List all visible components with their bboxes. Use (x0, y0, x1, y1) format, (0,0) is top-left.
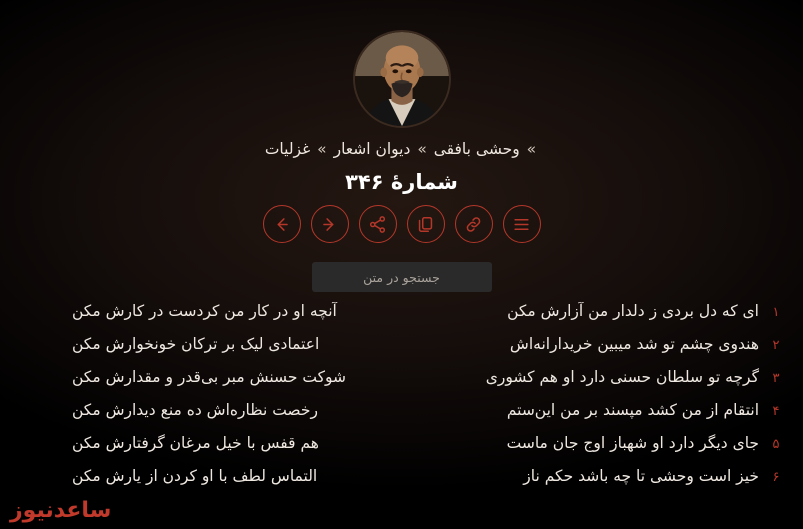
hemistich-first: انتقام از من کشد مپسند بر من این‌ستم (506, 401, 759, 419)
verse-row (14, 368, 789, 401)
hemistich-second: اعتمادی لیک بر ترکان خونخوارش مکن (72, 335, 320, 353)
list-button[interactable] (503, 205, 541, 243)
share-icon (368, 215, 387, 234)
hemistich-second: رخصت نظاره‌اش ده منع دیدارش مکن (72, 401, 318, 419)
toolbar (0, 205, 803, 243)
watermark: ساعدنیوز (10, 498, 112, 523)
search-input[interactable] (312, 262, 492, 292)
breadcrumb-item-book[interactable]: دیوان اشعار (333, 140, 411, 158)
link-icon (464, 215, 483, 234)
verse-row (14, 335, 789, 368)
breadcrumb-item-section[interactable]: غزلیات (264, 140, 311, 158)
verse-row (14, 401, 789, 434)
next-poem-button[interactable] (311, 205, 349, 243)
verse-number: ۴ (772, 404, 780, 419)
arrow-right-circle-icon (320, 215, 339, 234)
page-title: شمارهٔ ۳۴۶ (345, 170, 458, 194)
breadcrumb-separator-1: » (417, 140, 427, 158)
verse-row (14, 302, 789, 335)
verse-number: ۲ (772, 338, 780, 353)
verse-number: ۱ (772, 305, 780, 320)
arrow-left-circle-icon (272, 215, 291, 234)
verse-row (14, 434, 789, 467)
verse-number: ۳ (772, 371, 780, 386)
hemistich-second: التماس لطف با او کردن از یارش مکن (72, 467, 318, 485)
previous-poem-button[interactable] (263, 205, 301, 243)
breadcrumb-separator-0: » (526, 140, 537, 158)
poem-body (0, 302, 803, 500)
poet-portrait-image (353, 30, 451, 128)
hemistich-first: خیز است وحشی تا چه باشد حکم ناز (523, 467, 759, 485)
hemistich-second: آنچه او در کار من کردست در کارش مکن (72, 302, 337, 320)
copy-icon (416, 215, 435, 234)
avatar (353, 30, 451, 128)
copy-button[interactable] (407, 205, 445, 243)
hemistich-first: هندوی چشم تو شد میبین خریدارانه‌اش (509, 335, 759, 353)
hemistich-first: جای دیگر دارد او شهباز اوج جان ماست (506, 434, 759, 452)
verse-number: ۶ (772, 470, 780, 485)
breadcrumb (0, 140, 803, 158)
list-icon (512, 215, 531, 234)
verse-row (14, 467, 789, 500)
share-button[interactable] (359, 205, 397, 243)
hemistich-first: گرچه تو سلطان حسنی دارد او هم کشوری (485, 368, 759, 386)
link-button[interactable] (455, 205, 493, 243)
breadcrumb-separator-2: » (317, 140, 327, 158)
hemistich-first: ای که دل بردی ز دلدار من آزارش مکن (507, 302, 759, 320)
hemistich-second: هم قفس با خیل مرغان گرفتارش مکن (72, 434, 319, 452)
verse-number: ۵ (772, 437, 780, 452)
hemistich-second: شوکت حسنش مبر بی‌قدر و مقدارش مکن (72, 368, 346, 386)
breadcrumb-item-poet[interactable]: وحشی بافقی (433, 140, 520, 158)
